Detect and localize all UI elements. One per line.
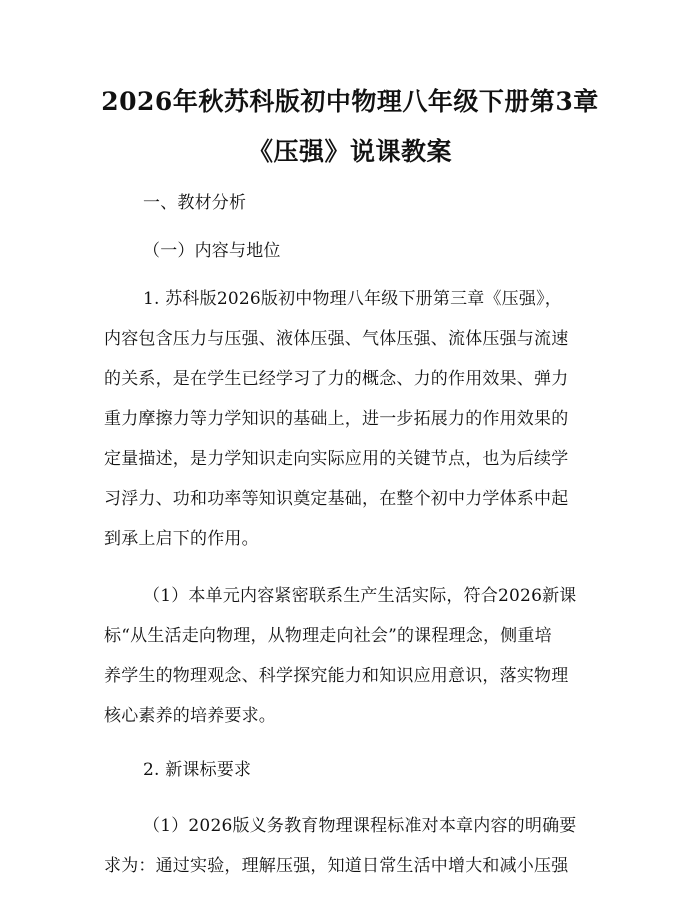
paragraph1-line: 的关系，是在学生已经学习了力的概念、力的作用效果、弹力 [104, 369, 569, 389]
paragraph1-line: 内容包含压力与压强、液体压强、气体压强、流体压强与流速 [104, 329, 569, 349]
document-title-line2: 《压强》说课教案 [247, 137, 452, 166]
paragraph2-line: 核心素养的培养要求。 [104, 706, 276, 726]
paragraph1-line: 重力摩擦力等力学知识的基础上，进一步拓展力的作用效果的 [104, 409, 569, 429]
paragraph2-line: （1）本单元内容紧密联系生产生活实际，符合2026新课 [143, 586, 577, 606]
paragraph1-line: 定量描述，是力学知识走向实际应用的关键节点，也为后续学 [104, 449, 569, 469]
paragraph2-line: 养学生的物理观念、科学探究能力和知识应用意识，落实物理 [104, 666, 569, 686]
item-heading-new-curriculum: 2. 新课标要求 [143, 760, 252, 780]
section-heading-analysis: 一、教材分析 [143, 193, 247, 213]
subsection-heading-content-position: （一）内容与地位 [143, 241, 281, 261]
document-title-line1: 2026年秋苏科版初中物理八年级下册第3章 [101, 87, 599, 116]
paragraph1-line: 到承上启下的作用。 [104, 529, 259, 549]
paragraph2-line: 标“从生活走向物理，从物理走向社会”的课程理念，侧重培 [104, 626, 552, 646]
paragraph3-line: （1）2026版义务教育物理课程标准对本章内容的明确要 [143, 816, 577, 836]
paragraph1-line: 习浮力、功和功率等知识奠定基础，在整个初中力学体系中起 [104, 489, 569, 509]
paragraph3-line: 求为：通过实验，理解压强，知道日常生活中增大和减小压强 [104, 856, 569, 876]
paragraph1-line: 1. 苏科版2026版初中物理八年级下册第三章《压强》， [143, 289, 562, 309]
